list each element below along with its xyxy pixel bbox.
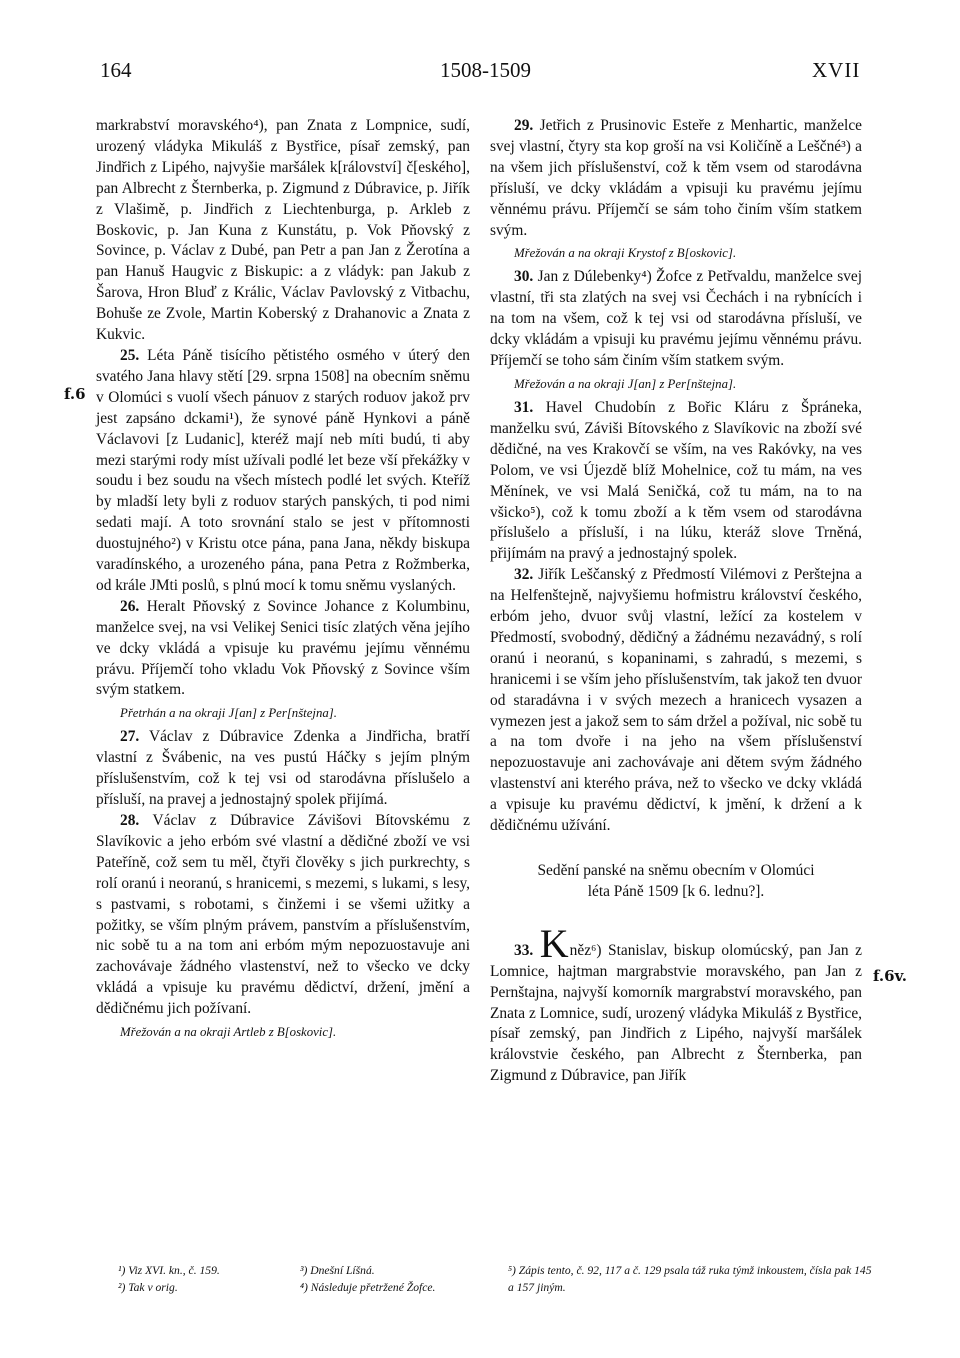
footnote-4: ⁴) Následuje přetržené Žofce. — [300, 1281, 436, 1294]
entry-text: něz⁶) Stanislav, biskup olomúcský, pan Jan z Lomnice, hajtman margrabstvie moravského, pan Jan z Pernštajna, najvyší komorník margrabství moravského, pan Znata z Lomnice, sudí, urozený vládyka Mikuláš z Bystřice, písař zemský, pan Jindřich z Lipého, najvyší maršálek královstvie českého, pan Albrecht z Šternberka, pan Zigmund z Dúbravice, pan Jiřík — [490, 941, 862, 1085]
page-number: 164 — [100, 58, 132, 82]
entry-note: Mřežován a na okraji Artleb z B[oskovic]. — [120, 1025, 337, 1040]
footnotes-column-2 — [300, 1262, 435, 1296]
entry-text: Václav z Dúbravice Závišovi Bítovskému z Slavíkovic a jeho erbóm své vlastní a dědičné zboží ve vsi Pateříně, což sem tu měl, čtyři člověky s jich purkrechty, s rolí oranú i neoranú, s hranicemi, s mezemi, s lukami, s lesy, s pastvami, s robotami, s činžemi i se všemi užitky a požitky, se vším plným právem, panstvím a příslušenstvím, nic sobě tu a na tom ani erbóm mým nepozuostavuje ani zachovávaje žádného vlastenství, než to všecko ve dcky vkládá a vpisuje ku pravému dědictví, držení, jmění a dědičnému jich požívaní. — [96, 812, 470, 1018]
entry-number: 28. — [120, 812, 140, 829]
entry-31 — [490, 398, 862, 565]
footnote-5: ⁵) Zápis tento, č. 92, 117 a č. 129 psala táž ruka týmž inkoustem, čísla pak 145 a 157 jiným. — [508, 1264, 872, 1294]
entry-note: Mřežován a na okraji Krystof z B[oskovic]. — [514, 246, 737, 261]
entry-26 — [96, 597, 470, 702]
session-heading-line2: léta Páně 1509 [k 6. lednu?]. — [587, 882, 765, 900]
entry-number: 30. — [514, 268, 534, 286]
footnotes-column-3 — [508, 1262, 878, 1296]
session-heading-line1: Sedění panské na sněmu obecním v Olomúci — [537, 862, 815, 879]
entry-text: Jetřich z Prusinovic Esteře z Menhartic, manželce svej vlastní, čtyry sta kop groší na vsi Količíně a Leščné³) a na všem jich příslušenství, což k těm vsem od starodávna přísluší, ve dcky vkládám a vpisuji ku pravému jejímu věnnému právu. Příjemčí se sám toho činím vším statkem svým. — [490, 117, 862, 239]
footnote-1: ¹) Viz XVI. kn., č. 159. — [118, 1264, 220, 1277]
entry-number: 26. — [120, 597, 140, 615]
entry-number: 29. — [514, 117, 534, 134]
paragraph-continuation: markrabství moravského⁴), pan Znata z Lompnice, sudí, urozený vládyka Mikuláš z Bystřice, písař zemský, pan Jindřich z Lipého, najvyšie maršálek k[rálovství] č[eského], pan Albrecht z Šternberka, p. Zigmund z Dúbravice, p. Jiřík z Vlašimě, p. Jindřich z Liechtenburga, p. Arkleb z Boskovic, p. Jan Kuna z Kunstátu, p. Vok Pňovský z Sovince, p. Václav z Dubé, pan Petr a pan Jan z Žerotína a pan Hanuš Haugvic z Biskupic: a z vládyk: pan Jakub z Šarova, Hron Bluď z Králic, Václav Pavlovský z Vitbachu, Bohuše ze Zvole, Martin Koberský z Drahanovic a Znata z Kukvic. — [96, 117, 470, 344]
entry-text: Heralt Pňovský z Sovince Johance z Kolumbinu, manželce svej, na vsi Velikej Senici tisíc zlatých věna jejího ve dcky vkládá a vpisuje ku pravému jejímu věnnému právu. Příjemčí toho vkladu Vok Pňovský z Sovince vším svým statkem. — [96, 597, 470, 699]
entry-text: Václav z Dúbravice Zdenka a Jindřicha, bratří vlastní z Švábenic, na ves pustú Háčky s jejím plným příslušenstvím, což k tej vsi od starodávna příslušelo a přísluší, na pravej a jednostajný spolek přijímá. — [96, 728, 470, 809]
entry-note: Mřežován a na okraji J[an] z Per[nštejna]. — [514, 376, 737, 391]
footnotes-column-1 — [118, 1262, 220, 1296]
entry-number: 27. — [120, 728, 140, 746]
folio-margin-note-right: f.6v. — [873, 967, 908, 985]
running-title-years: 1508-1509 — [440, 58, 531, 82]
roman-page-number: XVII — [812, 58, 861, 82]
running-header — [0, 58, 960, 98]
entry-33 — [490, 920, 862, 1087]
entry-32 — [490, 565, 862, 837]
folio-margin-note-left: f.6 — [64, 385, 86, 403]
entry-29 — [490, 116, 862, 241]
entry-text: Léta Páně tisícího pětistého osmého v úterý den svatého Jana hlavy stětí [29. srpna 1508] na obecním sněmu v Olomúci s vuolí všech pánuov z starých roduov jakož prv jest zapsáno dckami¹), že synové páně Hynkovi a páně Václavovi [z Ludanic], kteréž mají neb míti budú, ti aby mezi starými rody míst užívali podlé let beze vší překážky v soudu i bez soudu na všech místech podlé let svých. Kteříž by mladší lety byli z roduov starých panských, ti pod nimi sedati mají. A toto srovnání stalo se jest v přítomnosti duostujného²) v Kristu otce pána, pana Jana, někdy biskupa varadínského, a urozeného pána, pana Petra z Rožmberka, od krále JMti poslů, s plnú mocí k tomu sněmu vyslaných. — [96, 346, 470, 594]
left-column — [96, 116, 470, 1046]
entry-28 — [96, 811, 470, 1020]
entry-number: 32. — [514, 566, 534, 584]
drop-cap: K — [539, 920, 569, 966]
entry-30 — [490, 267, 862, 372]
entry-27 — [96, 727, 470, 811]
right-column — [490, 116, 862, 1087]
footnote-3: ³) Dnešní Líšná. — [300, 1264, 375, 1277]
entry-text: Jan z Dúlebenky⁴) Žofce z Petřvaldu, manželce svej vlastní, tři sta zlatých na svej vsi Čechách i na rybnících i na tom na všem, což k tej vsi od starodávna přísluší, ve dcky vkládám a vpisuji ku pravému jejímu věnnému právu. Příjemčí se toho sám činím vším statkem svým. — [490, 268, 862, 370]
entry-text: Havel Chudobín z Bořic Kláru z Špráneka, manželku svú, Záviši Bítovského z Slavíkovic na zboží své dědičné, na ves Krakovčí se vším, na ves Rakóvky, na ves Polom, ve vsi Újezdě blíž Mohelnice, což tu mám, na ves Měnínek, ve vsi Malá Seničká, což tu mám, na to na všicko⁵), což k tomu zboží a k těm vsem od starodávna příslušelo a přísluší, i na lúku, kteráž slove Trněná, přijímám na pravý a jednostajný spolek. — [490, 398, 862, 563]
entry-number: 25. — [120, 346, 140, 364]
entry-number: 33. — [514, 941, 534, 959]
footnote-2: ²) Tak v orig. — [118, 1281, 178, 1294]
entry-note: Přetrhán a na okraji J[an] z Per[nštejna]. — [120, 706, 337, 721]
entry-text: Jiřík Leščanský z Předmostí Vilémovi z Perštejna a na Helfenštejně, najvyšiemu hofmistru království českého, erbóm jeho, dvuor svůj vlastní, ležící za kostelem v Předmostí, svobodný, dědičný a žádnému nezavádný, s rolí oranú i neoranú, s kopaninami, s zahradú, s mezemi, s hranicemi i se vším jeho příslušenstvím, tak jakož ten dvuor od staradávna i v svých mezech a hranicech vysazen a vymezen jest a jakož sem to sám držel a požíval, nic sobě tu a na tom dvoře i na jeho na všem příslušenství nepozuostavuje ani zachovávaje ani dětem svým žádného vlastenství ani kterého práva, než to všecko ve dcky vkládá a vpisuje ku pravému dědictví, k jmění, k držení a k dědičnému užívání. — [490, 566, 862, 835]
entry-25 — [96, 346, 470, 597]
session-heading — [490, 861, 862, 903]
entry-number: 31. — [514, 398, 534, 416]
